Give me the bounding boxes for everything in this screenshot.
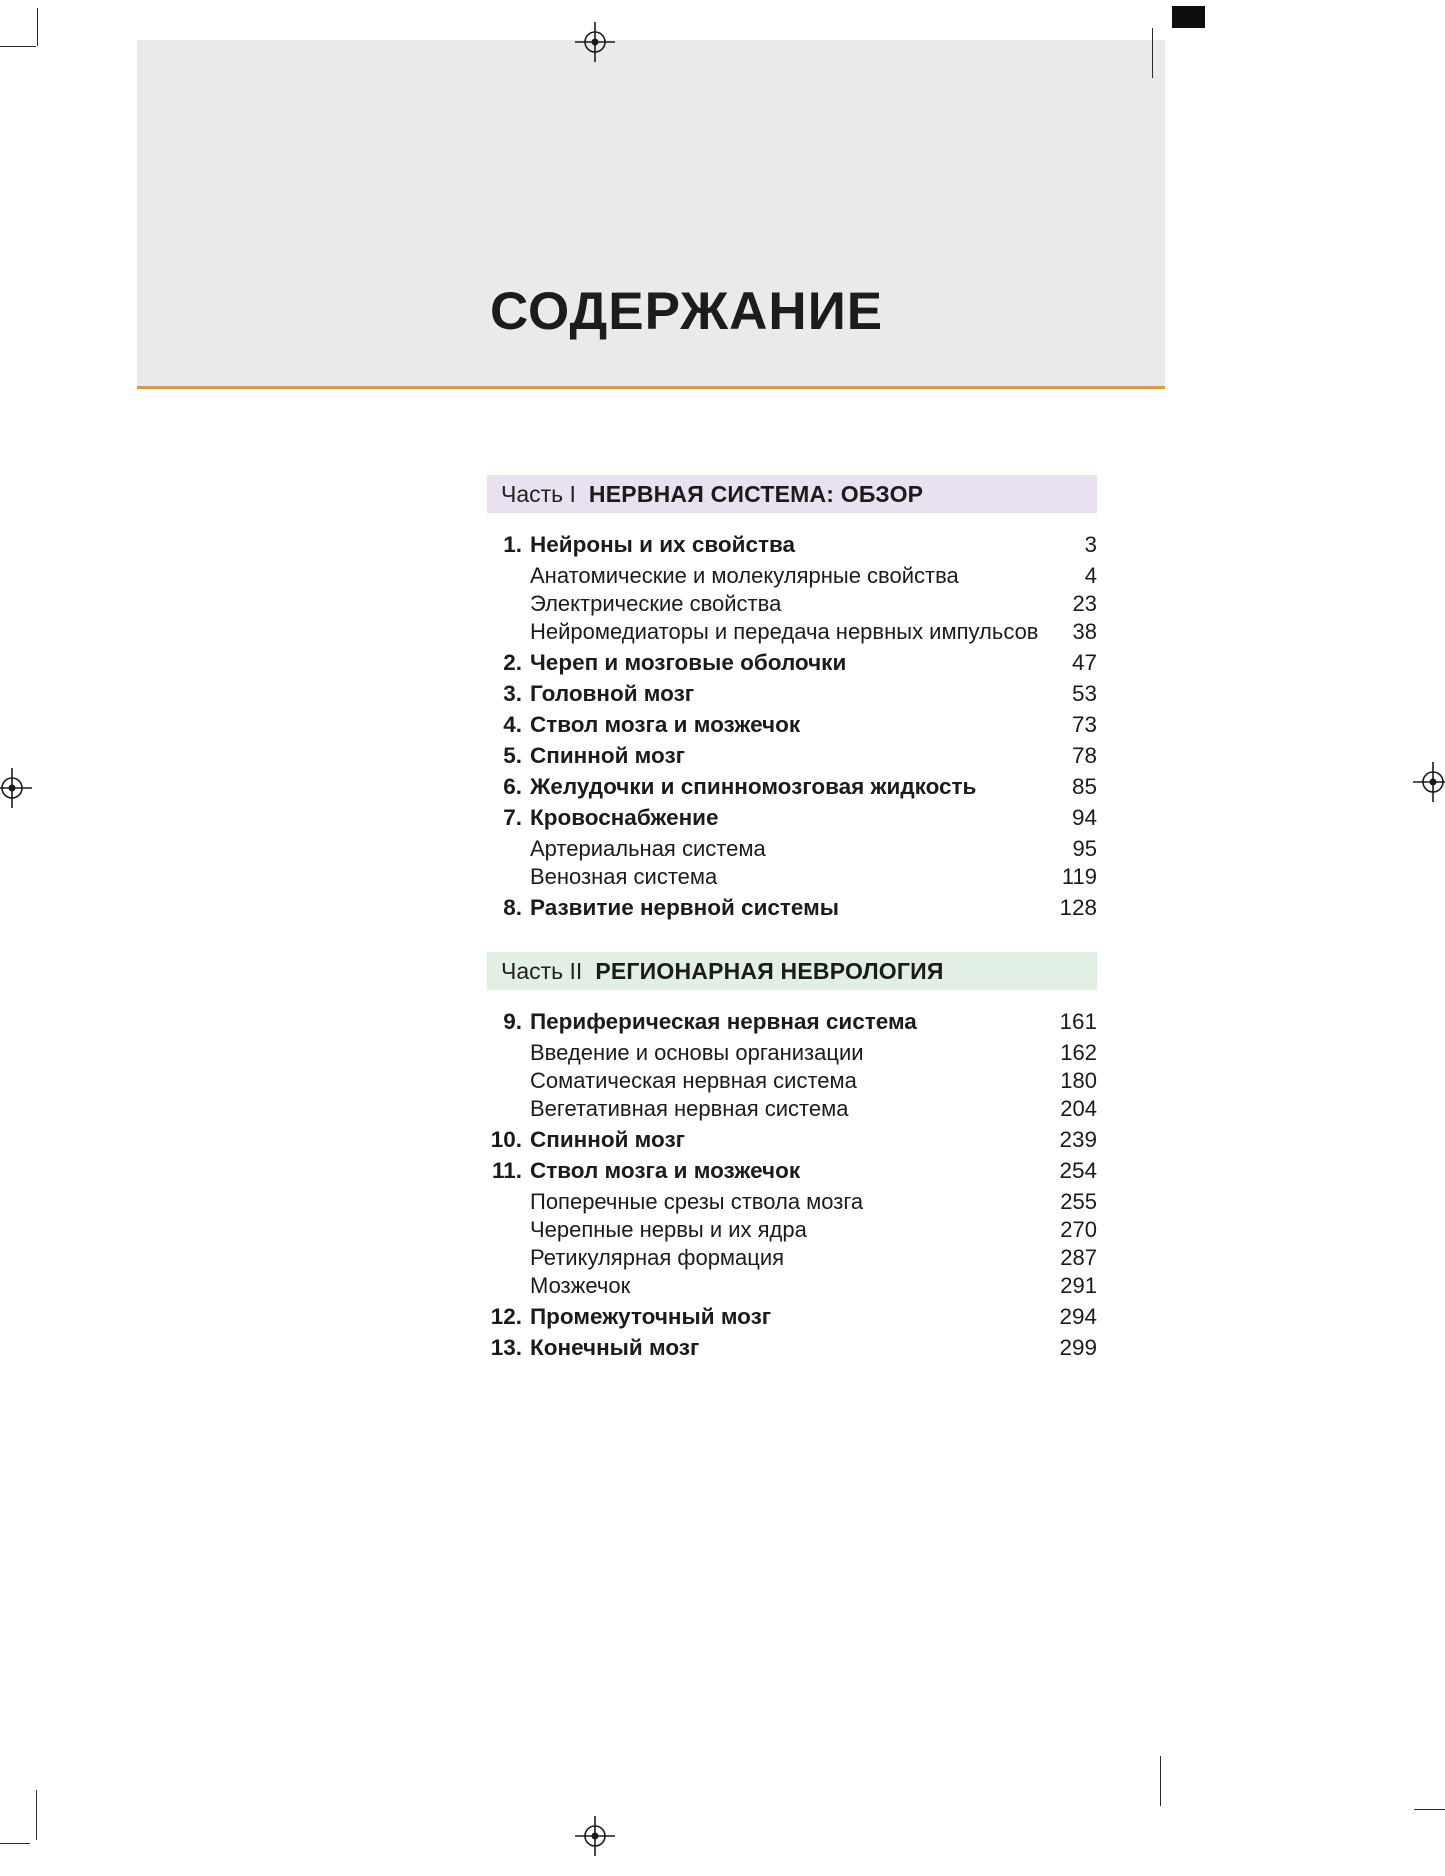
registration-mark-bottom-icon [575,1816,615,1856]
chapter-number: 13. [490,1335,522,1360]
subentry-title: Введение и основы организации [530,1040,864,1065]
chapter-number: 10. [490,1127,522,1152]
subentry-page-number: 38 [1072,619,1097,644]
subentry-title: Артериальная система [530,836,766,861]
toc-chapter-row [487,742,1097,770]
toc-subentry-row [487,1272,1097,1300]
subentry-page-number: 180 [1060,1068,1097,1093]
toc-subentry-row [487,1188,1097,1216]
crop-mark-bottom-right-h [1414,1809,1445,1810]
chapter-title: Ствол мозга и мозжечок [530,1158,801,1183]
subentry-title: Нейромедиаторы и передача нервных импульсов [530,619,1039,644]
part-title: НЕРВНАЯ СИСТЕМА: ОБЗОР [588,480,924,507]
chapter-page-number: 94 [1071,805,1097,830]
part-label: Часть II [501,957,583,984]
toc-chapter-row [487,894,1097,922]
toc-subentry-row [487,590,1097,618]
part-title: РЕГИОНАРНАЯ НЕВРОЛОГИЯ [595,957,944,984]
toc-subentry-row [487,1216,1097,1244]
toc-chapter-row [487,680,1097,708]
chapter-title: Спинной мозг [530,743,686,768]
registration-mark-right-icon [1413,762,1445,802]
crop-mark-bottom-left-v [36,1790,37,1840]
toc-chapter-row [487,1334,1097,1362]
chapter-page-number: 47 [1071,650,1097,675]
chapter-number: 12. [490,1304,522,1329]
toc-subentry-row [487,562,1097,590]
part-banner [487,952,1097,990]
toc-part [487,952,1097,1362]
toc-chapter-row [487,1008,1097,1036]
chapter-page-number: 294 [1059,1304,1097,1329]
toc [487,475,1097,1365]
part-banner [487,475,1097,513]
subentry-page-number: 162 [1060,1040,1097,1065]
chapter-number: 7. [503,805,522,830]
chapter-title: Развитие нервной системы [530,895,840,920]
chapter-number: 6. [503,774,522,799]
subentry-page-number: 287 [1060,1245,1097,1270]
registration-mark-left-icon [0,768,32,808]
chapter-title: Желудочки и спинномозговая жидкость [530,774,977,799]
subentry-title: Анатомические и молекулярные свойства [530,563,959,588]
chapter-page-number: 239 [1059,1127,1097,1152]
chapter-page-number: 254 [1059,1158,1097,1183]
subentry-page-number: 95 [1072,836,1097,861]
chapter-title: Головной мозг [530,681,695,706]
chapter-page-number: 78 [1071,743,1097,768]
chapter-title: Нейроны и их свойства [530,532,796,557]
chapter-page-number: 3 [1084,532,1097,557]
crop-mark-top-left-v [37,8,38,46]
subentry-title: Мозжечок [530,1273,631,1298]
subentry-title: Соматическая нервная система [530,1068,857,1093]
toc-subentry-row [487,1039,1097,1067]
chapter-page-number: 299 [1059,1335,1097,1360]
print-control-bar [1172,6,1205,28]
chapter-title: Промежуточный мозг [530,1304,772,1329]
toc-entries [487,1008,1097,1362]
subentry-page-number: 291 [1060,1273,1097,1298]
contents-header-band [137,40,1165,386]
toc-subentry-row [487,835,1097,863]
crop-mark-bottom-left-h [0,1843,30,1844]
chapter-number: 9. [503,1009,522,1034]
chapter-page-number: 73 [1071,712,1097,737]
toc-subentry-row [487,1067,1097,1095]
toc-subentry-row [487,1095,1097,1123]
toc-subentry-row [487,618,1097,646]
subentry-page-number: 4 [1084,563,1097,588]
chapter-number: 3. [503,681,522,706]
crop-mark-top-left-h [0,46,36,47]
subentry-page-number: 204 [1060,1096,1097,1121]
toc-chapter-row [487,773,1097,801]
registration-mark-top-icon [575,22,615,62]
toc-chapter-row [487,1126,1097,1154]
toc-chapter-row [487,1303,1097,1331]
accent-line [137,386,1165,389]
subentry-page-number: 270 [1060,1217,1097,1242]
toc-chapter-row [487,711,1097,739]
subentry-page-number: 255 [1060,1189,1097,1214]
subentry-page-number: 23 [1072,591,1097,616]
subentry-title: Электрические свойства [530,591,782,616]
chapter-page-number: 85 [1071,774,1097,799]
part-label: Часть I [501,480,576,507]
chapter-number: 4. [503,712,522,737]
chapter-title: Периферическая нервная система [530,1009,917,1034]
toc-part [487,475,1097,922]
toc-chapter-row [487,1157,1097,1185]
subentry-title: Поперечные срезы ствола мозга [530,1189,864,1214]
subentry-title: Вегетативная нервная система [530,1096,849,1121]
chapter-title: Конечный мозг [530,1335,700,1360]
crop-mark-top-right-v [1152,28,1153,78]
crop-mark-bottom-right-v [1160,1756,1161,1806]
chapter-page-number: 161 [1059,1009,1097,1034]
toc-subentry-row [487,1244,1097,1272]
page-title: СОДЕРЖАНИЕ [490,282,884,341]
chapter-page-number: 53 [1071,681,1097,706]
toc-entries [487,531,1097,922]
toc-subentry-row [487,863,1097,891]
chapter-number: 11. [491,1158,522,1183]
chapter-title: Кровоснабжение [530,805,719,830]
subentry-page-number: 119 [1061,864,1097,889]
chapter-number: 5. [503,743,522,768]
chapter-number: 8. [503,895,522,920]
subentry-title: Ретикулярная формация [530,1245,785,1270]
chapter-title: Спинной мозг [530,1127,686,1152]
chapter-page-number: 128 [1059,895,1097,920]
subentry-title: Венозная система [530,864,718,889]
chapter-number: 1. [503,532,522,557]
chapter-title: Череп и мозговые оболочки [530,650,847,675]
toc-chapter-row [487,531,1097,559]
toc-chapter-row [487,804,1097,832]
subentry-title: Черепные нервы и их ядра [530,1217,807,1242]
toc-chapter-row [487,649,1097,677]
chapter-number: 2. [503,650,522,675]
chapter-title: Ствол мозга и мозжечок [530,712,801,737]
